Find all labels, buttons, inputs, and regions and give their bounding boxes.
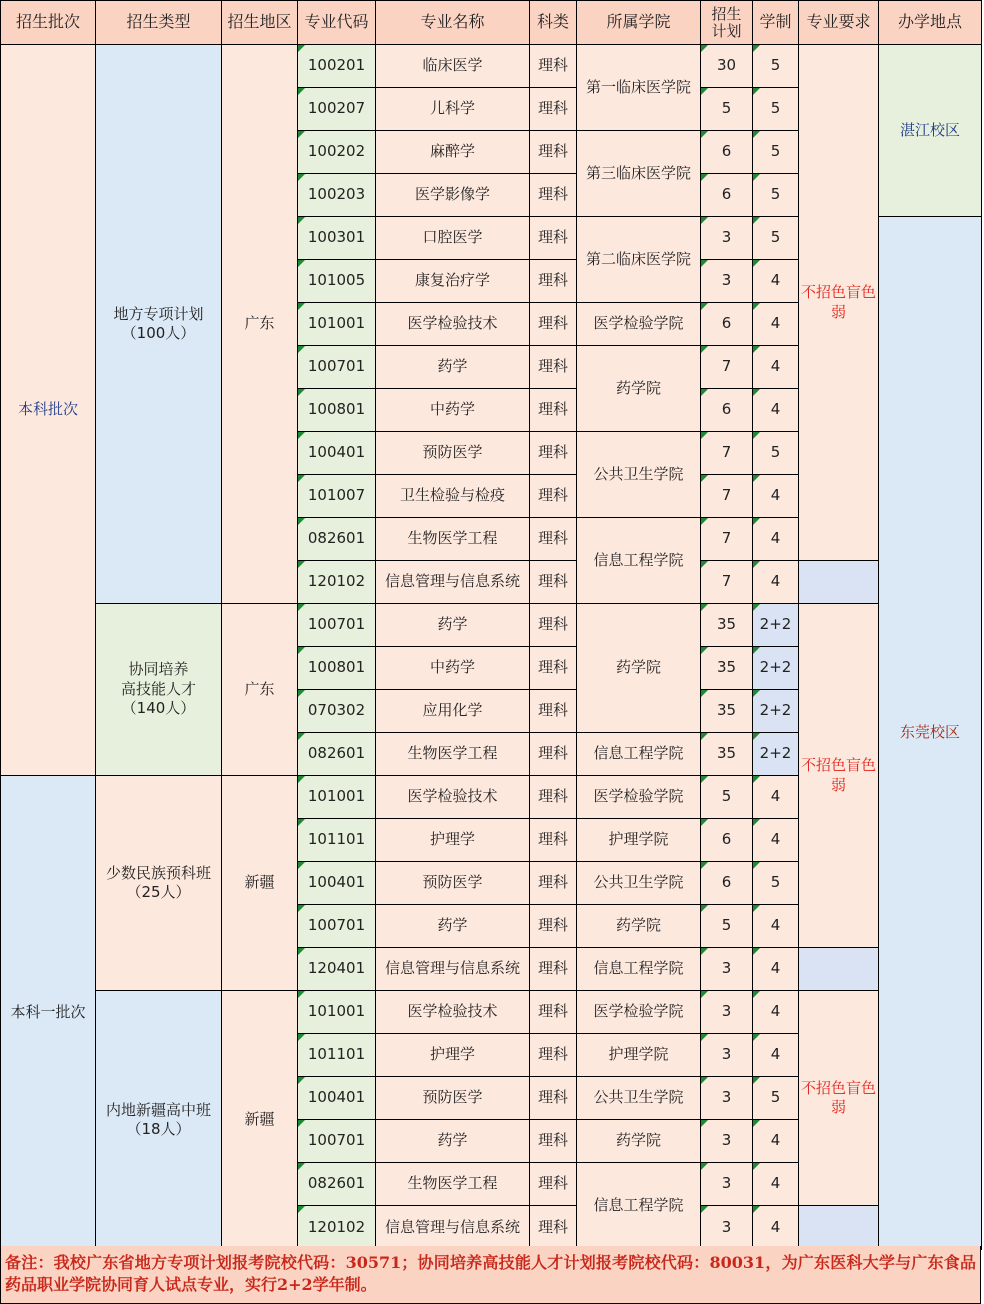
major-code-cell: 101001	[298, 991, 376, 1034]
category-cell: 理科	[530, 690, 577, 733]
major-code-cell: 101007	[298, 475, 376, 518]
header-row	[1, 1, 982, 45]
duration-cell: 5	[753, 1077, 799, 1120]
duration-cell: 5	[753, 131, 799, 174]
category-cell: 理科	[530, 561, 577, 604]
major-code-cell: 101101	[298, 819, 376, 862]
plan-count-cell: 35	[701, 604, 753, 647]
major-code-cell: 120102	[298, 1206, 376, 1250]
college-cell: 信息工程学院	[577, 948, 701, 991]
region-cell: 广东	[222, 45, 298, 604]
major-name-cell: 康复治疗学	[376, 260, 530, 303]
duration-cell: 4	[753, 1034, 799, 1077]
plan-count-cell: 3	[701, 991, 753, 1034]
req-cell	[799, 1206, 879, 1250]
category-cell: 理科	[530, 1120, 577, 1163]
major-name-cell: 信息管理与信息系统	[376, 561, 530, 604]
duration-cell: 5	[753, 88, 799, 131]
college-cell: 信息工程学院	[577, 518, 701, 604]
campus-cell: 东莞校区	[879, 217, 982, 1250]
campus-cell: 湛江校区	[879, 45, 982, 217]
duration-cell: 5	[753, 432, 799, 475]
major-code-cell: 100801	[298, 647, 376, 690]
major-name-cell: 麻醉学	[376, 131, 530, 174]
major-name-cell: 信息管理与信息系统	[376, 948, 530, 991]
region-cell: 广东	[222, 604, 298, 776]
header-duration: 学制	[753, 1, 799, 45]
plan-count-cell: 30	[701, 45, 753, 88]
plan-count-cell: 7	[701, 518, 753, 561]
duration-cell: 4	[753, 991, 799, 1034]
plan-count-cell: 6	[701, 389, 753, 432]
major-name-cell: 药学	[376, 346, 530, 389]
major-code-cell: 100701	[298, 604, 376, 647]
table-row	[1, 45, 982, 88]
college-cell: 第二临床医学院	[577, 217, 701, 303]
header-type: 招生类型	[96, 1, 222, 45]
req-cell: 不招色盲色弱	[799, 604, 879, 948]
major-name-cell: 中药学	[376, 647, 530, 690]
plan-count-cell: 3	[701, 1077, 753, 1120]
major-code-cell: 070302	[298, 690, 376, 733]
major-name-cell: 预防医学	[376, 1077, 530, 1120]
plan-count-cell: 6	[701, 862, 753, 905]
major-name-cell: 医学检验技术	[376, 991, 530, 1034]
major-code-cell: 100401	[298, 1077, 376, 1120]
college-cell: 公共卫生学院	[577, 1077, 701, 1120]
college-cell: 药学院	[577, 1120, 701, 1163]
duration-cell: 5	[753, 174, 799, 217]
duration-cell: 2+2	[753, 604, 799, 647]
major-name-cell: 临床医学	[376, 45, 530, 88]
footnote: 备注：我校广东省地方专项计划报考院校代码：30571；协同培养高技能人才计划报考院校代码：80031，为广东医科大学与广东食品药品职业学院协同育人试点专业，实行2+2学年制。	[0, 1246, 981, 1304]
type-cell: 少数民族预科班 （25人）	[96, 776, 222, 991]
category-cell: 理科	[530, 948, 577, 991]
batch-cell: 本科一批次	[1, 776, 96, 1250]
category-cell: 理科	[530, 733, 577, 776]
type-cell: 协同培养 高技能人才 （140人）	[96, 604, 222, 776]
plan-count-cell: 3	[701, 1034, 753, 1077]
duration-cell: 4	[753, 518, 799, 561]
plan-count-cell: 3	[701, 948, 753, 991]
duration-cell: 4	[753, 389, 799, 432]
plan-count-cell: 7	[701, 432, 753, 475]
college-cell: 信息工程学院	[577, 733, 701, 776]
major-code-cell: 101001	[298, 776, 376, 819]
plan-count-cell: 6	[701, 174, 753, 217]
header-category: 科类	[530, 1, 577, 45]
category-cell: 理科	[530, 604, 577, 647]
plan-count-cell: 3	[701, 1163, 753, 1206]
major-name-cell: 儿科学	[376, 88, 530, 131]
major-name-cell: 应用化学	[376, 690, 530, 733]
category-cell: 理科	[530, 174, 577, 217]
category-cell: 理科	[530, 260, 577, 303]
req-cell	[799, 948, 879, 991]
major-name-cell: 医学检验技术	[376, 776, 530, 819]
category-cell: 理科	[530, 346, 577, 389]
college-cell: 药学院	[577, 905, 701, 948]
category-cell: 理科	[530, 991, 577, 1034]
major-code-cell: 100202	[298, 131, 376, 174]
major-code-cell: 100201	[298, 45, 376, 88]
header-requirement: 专业要求	[799, 1, 879, 45]
category-cell: 理科	[530, 88, 577, 131]
college-cell: 药学院	[577, 346, 701, 432]
duration-cell: 4	[753, 1120, 799, 1163]
duration-cell: 4	[753, 561, 799, 604]
plan-count-cell: 5	[701, 776, 753, 819]
plan-count-cell: 7	[701, 475, 753, 518]
table-row	[1, 604, 982, 647]
college-cell: 护理学院	[577, 819, 701, 862]
plan-count-cell: 6	[701, 303, 753, 346]
category-cell: 理科	[530, 217, 577, 260]
major-code-cell: 100301	[298, 217, 376, 260]
plan-count-cell: 3	[701, 1120, 753, 1163]
major-code-cell: 082601	[298, 733, 376, 776]
duration-cell: 2+2	[753, 690, 799, 733]
header-batch: 招生批次	[1, 1, 96, 45]
major-code-cell: 101101	[298, 1034, 376, 1077]
batch-cell: 本科批次	[1, 45, 96, 776]
req-cell	[799, 561, 879, 604]
major-code-cell: 100701	[298, 1120, 376, 1163]
major-name-cell: 预防医学	[376, 432, 530, 475]
duration-cell: 4	[753, 303, 799, 346]
header-code: 专业代码	[298, 1, 376, 45]
category-cell: 理科	[530, 819, 577, 862]
category-cell: 理科	[530, 45, 577, 88]
major-code-cell: 082601	[298, 1163, 376, 1206]
major-name-cell: 药学	[376, 604, 530, 647]
major-code-cell: 100203	[298, 174, 376, 217]
req-cell: 不招色盲色弱	[799, 45, 879, 561]
category-cell: 理科	[530, 1206, 577, 1250]
category-cell: 理科	[530, 432, 577, 475]
major-code-cell: 100401	[298, 432, 376, 475]
major-name-cell: 护理学	[376, 819, 530, 862]
plan-count-cell: 7	[701, 346, 753, 389]
duration-cell: 2+2	[753, 733, 799, 776]
major-name-cell: 护理学	[376, 1034, 530, 1077]
plan-count-cell: 3	[701, 260, 753, 303]
duration-cell: 4	[753, 260, 799, 303]
major-name-cell: 中药学	[376, 389, 530, 432]
category-cell: 理科	[530, 776, 577, 819]
header-major: 专业名称	[376, 1, 530, 45]
plan-count-cell: 3	[701, 1206, 753, 1250]
plan-count-cell: 35	[701, 690, 753, 733]
major-name-cell: 医学检验技术	[376, 303, 530, 346]
header-region: 招生地区	[222, 1, 298, 45]
major-name-cell: 生物医学工程	[376, 1163, 530, 1206]
college-cell: 医学检验学院	[577, 776, 701, 819]
category-cell: 理科	[530, 1163, 577, 1206]
plan-count-cell: 6	[701, 819, 753, 862]
region-cell: 新疆	[222, 991, 298, 1250]
duration-cell: 4	[753, 948, 799, 991]
major-code-cell: 100207	[298, 88, 376, 131]
table-row	[1, 991, 982, 1034]
duration-cell: 4	[753, 1163, 799, 1206]
category-cell: 理科	[530, 389, 577, 432]
plan-count-cell: 35	[701, 733, 753, 776]
header-campus: 办学地点	[879, 1, 982, 45]
major-code-cell: 120102	[298, 561, 376, 604]
region-cell: 新疆	[222, 776, 298, 991]
req-cell: 不招色盲色弱	[799, 991, 879, 1206]
major-name-cell: 生物医学工程	[376, 733, 530, 776]
major-name-cell: 生物医学工程	[376, 518, 530, 561]
duration-cell: 4	[753, 475, 799, 518]
major-code-cell: 100701	[298, 905, 376, 948]
major-code-cell: 120401	[298, 948, 376, 991]
major-code-cell: 101001	[298, 303, 376, 346]
college-cell: 信息工程学院	[577, 1163, 701, 1250]
duration-cell: 4	[753, 776, 799, 819]
header-college: 所属学院	[577, 1, 701, 45]
major-code-cell: 082601	[298, 518, 376, 561]
major-code-cell: 101005	[298, 260, 376, 303]
major-name-cell: 药学	[376, 905, 530, 948]
college-cell: 公共卫生学院	[577, 862, 701, 905]
plan-count-cell: 35	[701, 647, 753, 690]
duration-cell: 2+2	[753, 647, 799, 690]
duration-cell: 5	[753, 862, 799, 905]
duration-cell: 5	[753, 45, 799, 88]
plan-count-cell: 5	[701, 905, 753, 948]
college-cell: 医学检验学院	[577, 991, 701, 1034]
category-cell: 理科	[530, 303, 577, 346]
major-name-cell: 医学影像学	[376, 174, 530, 217]
college-cell: 药学院	[577, 604, 701, 733]
major-code-cell: 100801	[298, 389, 376, 432]
college-cell: 第三临床医学院	[577, 131, 701, 217]
category-cell: 理科	[530, 862, 577, 905]
duration-cell: 4	[753, 905, 799, 948]
college-cell: 第一临床医学院	[577, 45, 701, 131]
college-cell: 医学检验学院	[577, 303, 701, 346]
category-cell: 理科	[530, 905, 577, 948]
duration-cell: 5	[753, 217, 799, 260]
duration-cell: 4	[753, 819, 799, 862]
category-cell: 理科	[530, 131, 577, 174]
category-cell: 理科	[530, 1077, 577, 1120]
major-name-cell: 卫生检验与检疫	[376, 475, 530, 518]
type-cell: 内地新疆高中班 （18人）	[96, 991, 222, 1250]
major-name-cell: 口腔医学	[376, 217, 530, 260]
duration-cell: 4	[753, 1206, 799, 1250]
plan-count-cell: 5	[701, 88, 753, 131]
college-cell: 公共卫生学院	[577, 432, 701, 518]
category-cell: 理科	[530, 647, 577, 690]
major-name-cell: 预防医学	[376, 862, 530, 905]
header-plan: 招生 计划	[701, 1, 753, 45]
type-cell: 地方专项计划 （100人）	[96, 45, 222, 604]
plan-count-cell: 7	[701, 561, 753, 604]
category-cell: 理科	[530, 475, 577, 518]
major-name-cell: 信息管理与信息系统	[376, 1206, 530, 1250]
duration-cell: 4	[753, 346, 799, 389]
major-name-cell: 药学	[376, 1120, 530, 1163]
major-code-cell: 100701	[298, 346, 376, 389]
major-code-cell: 100401	[298, 862, 376, 905]
category-cell: 理科	[530, 518, 577, 561]
college-cell: 护理学院	[577, 1034, 701, 1077]
category-cell: 理科	[530, 1034, 577, 1077]
plan-count-cell: 6	[701, 131, 753, 174]
plan-count-cell: 3	[701, 217, 753, 260]
